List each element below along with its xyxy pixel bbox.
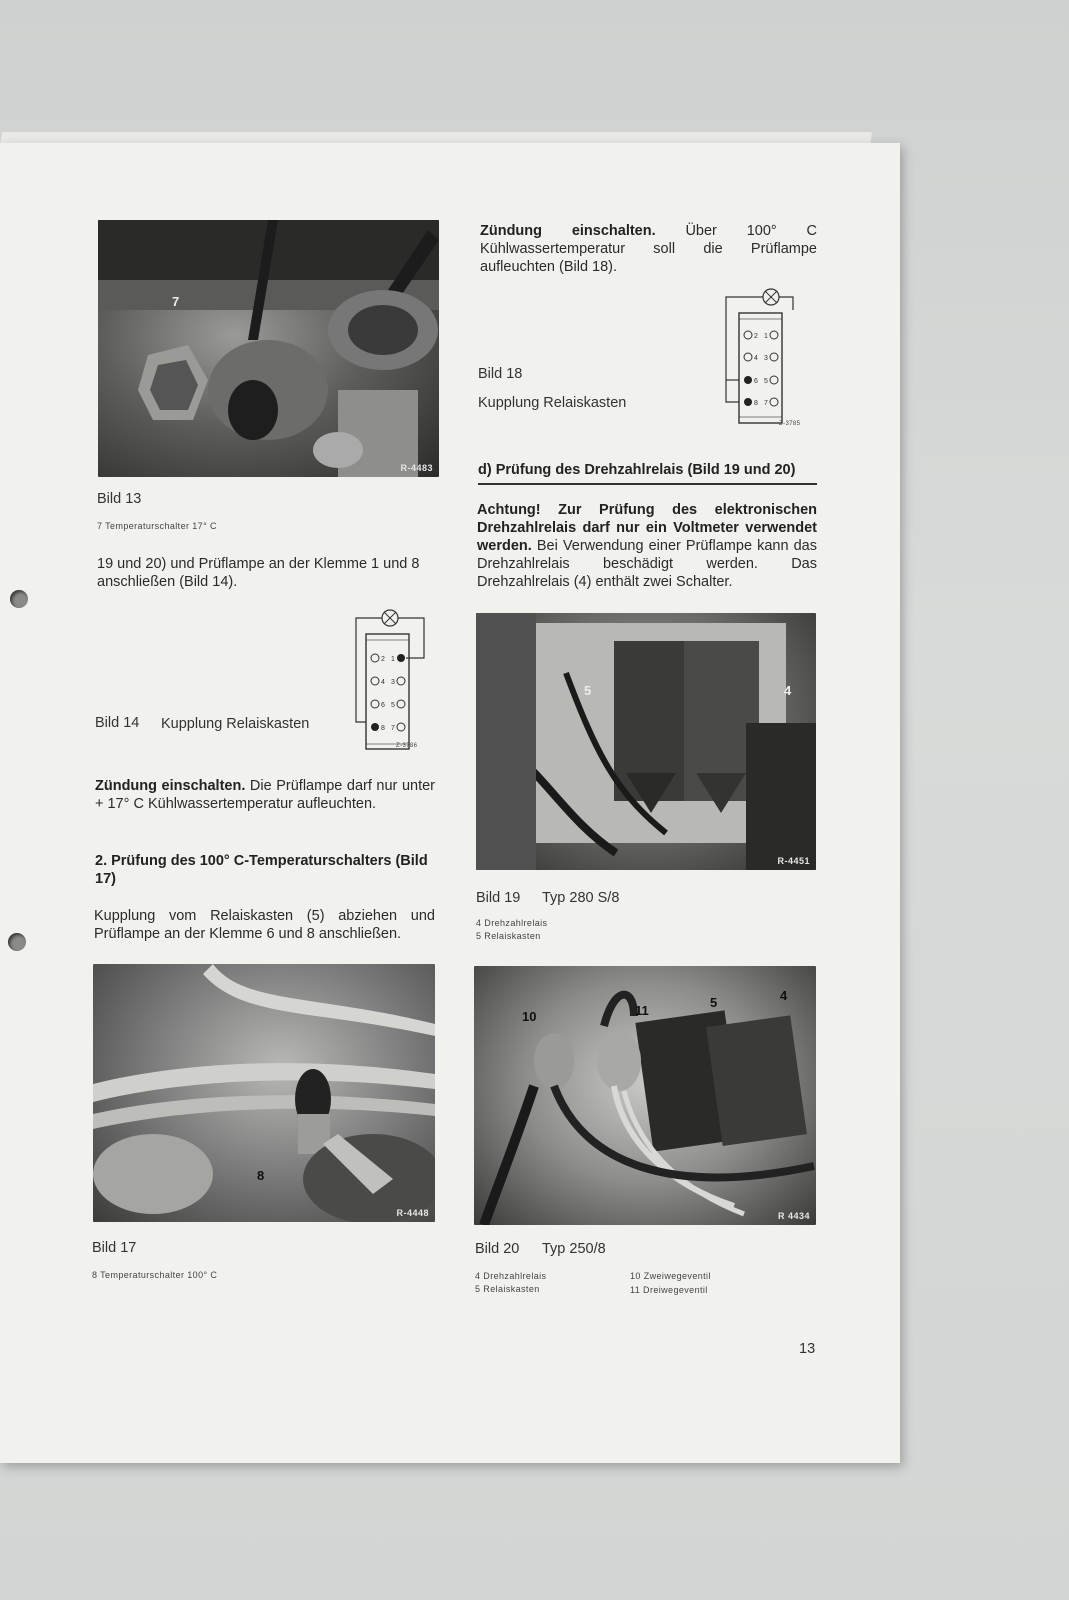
figure-19-caption-bild: Bild 19 — [476, 890, 521, 906]
figure-13-legend: 7 Temperaturschalter 17° C — [97, 521, 217, 531]
figure-19-caption-text: Typ 280 S/8 — [542, 890, 620, 906]
pin-label: 5 — [764, 378, 768, 385]
pin-label: 2 — [381, 656, 385, 663]
paragraph-zuendung-rest: Die Prüflampe darf nur unter + 17° C Kühlwassertemperatur aufleuchten. — [95, 778, 435, 812]
section-d-heading: d) Prüfung des Drehzahlrelais (Bild 19 und 20) — [478, 462, 796, 478]
figure-20-photo — [474, 966, 816, 1225]
engine-photo-illustration — [98, 220, 439, 477]
figure-17-caption: Bild 17 — [92, 1240, 137, 1256]
relay-photo-illustration — [476, 613, 816, 870]
figure-20-legend-item: 5 Relaiskasten — [475, 1284, 540, 1294]
figure-17-legend: 8 Temperaturschalter 100° C — [92, 1270, 218, 1280]
paragraph-zuendung-bold: Zündung einschalten. — [95, 778, 246, 794]
figure-19-legend-item: 4 Drehzahlrelais — [476, 918, 548, 928]
figure-20-code: R 4434 — [777, 1211, 810, 1221]
paragraph-zuendung-right — [480, 222, 817, 276]
punch-hole-icon — [8, 933, 26, 951]
pin-label: 7 — [391, 725, 395, 732]
section-2-heading: 2. Prüfung des 100° C-Temperaturschalters (Bild 17) — [95, 853, 428, 887]
pin-label: 4 — [381, 679, 385, 686]
figure-14-connector-diagram — [350, 609, 430, 753]
figure-20-label-4: 4 — [780, 988, 788, 1003]
figure-19-photo — [476, 613, 816, 870]
figure-13-photo — [98, 220, 439, 477]
figure-20-label-10: 10 — [522, 1009, 537, 1024]
figure-20-legend-item: 10 Zweiwegeventil — [630, 1271, 711, 1281]
figure-19-label-5: 5 — [584, 683, 592, 698]
punch-hole-icon — [10, 590, 28, 608]
page-number: 13 — [799, 1341, 816, 1357]
pin-label: 8 — [381, 725, 385, 732]
figure-14-caption-text: Kupplung Relaiskasten — [161, 716, 310, 732]
figure-18-caption-text: Kupplung Relaiskasten — [478, 395, 627, 411]
figure-14-code: Z-3786 — [396, 743, 418, 749]
figure-13-label-7: 7 — [172, 294, 180, 309]
pin-label: 5 — [391, 702, 395, 709]
achtung-rest: Bei Verwendung einer Prüflampe kann das Drehzahlrelais beschädigt werden. Das Drehzahlrelais (4) enthält zwei Schalter. — [477, 538, 817, 590]
pin-label: 8 — [754, 400, 758, 407]
figure-18-caption-bild: Bild 18 — [478, 366, 523, 382]
figure-18-connector-diagram — [723, 288, 803, 432]
pin-label: 3 — [764, 355, 768, 362]
pin-label: 1 — [391, 656, 395, 663]
pin-label: 4 — [754, 355, 758, 362]
pin-label: 6 — [381, 702, 385, 709]
figure-19-code: R-4451 — [777, 856, 810, 866]
paragraph-achtung — [477, 501, 817, 591]
figure-18-code: Z-3785 — [779, 421, 801, 427]
achtung-bold: Achtung! Zur Prüfung des elektronischen Drehzahlrelais darf nur ein Voltmeter verwendet werden. — [477, 502, 817, 554]
paragraph-zuendung-left — [95, 777, 435, 813]
figure-13-caption: Bild 13 — [97, 491, 142, 507]
figure-20-caption-text: Typ 250/8 — [542, 1241, 606, 1257]
figure-17-photo — [93, 964, 435, 1222]
paragraph-continue: 19 und 20) und Prüflampe an der Klemme 1 und 8 anschließen (Bild 14). — [97, 556, 420, 590]
figure-20-label-5: 5 — [710, 995, 718, 1010]
heading-underline — [478, 483, 817, 485]
paragraph-kupplung: Kupplung vom Relaiskasten (5) abziehen und Prüflampe an der Klemme 6 und 8 anschließen. — [94, 908, 435, 942]
paragraph-top-bold: Zündung einschalten. — [480, 223, 656, 239]
figure-20-caption-bild: Bild 20 — [475, 1241, 520, 1257]
figure-13-code: R-4483 — [400, 463, 433, 473]
figure-14-caption-bild: Bild 14 — [95, 715, 140, 731]
figure-19-legend-item: 5 Relaiskasten — [476, 931, 541, 941]
pin-label: 1 — [764, 333, 768, 340]
paragraph-top-rest: Über 100° C Kühlwassertemperatur soll die Prüflampe aufleuchten (Bild 18). — [480, 223, 817, 275]
figure-20-label-11: 11 — [635, 1003, 649, 1018]
figure-20-legend-item: 4 Drehzahlrelais — [475, 1271, 547, 1281]
figure-17-code: R-4448 — [396, 1208, 429, 1218]
pin-label: 7 — [764, 400, 768, 407]
pin-label: 2 — [754, 333, 758, 340]
pin-label: 6 — [754, 378, 758, 385]
engine-photo-illustration — [93, 964, 435, 1222]
figure-19-label-4: 4 — [784, 683, 792, 698]
figure-17-label-8: 8 — [257, 1168, 265, 1183]
pin-label: 3 — [391, 679, 395, 686]
figure-20-legend-item: 11 Dreiwegeventil — [630, 1285, 708, 1295]
